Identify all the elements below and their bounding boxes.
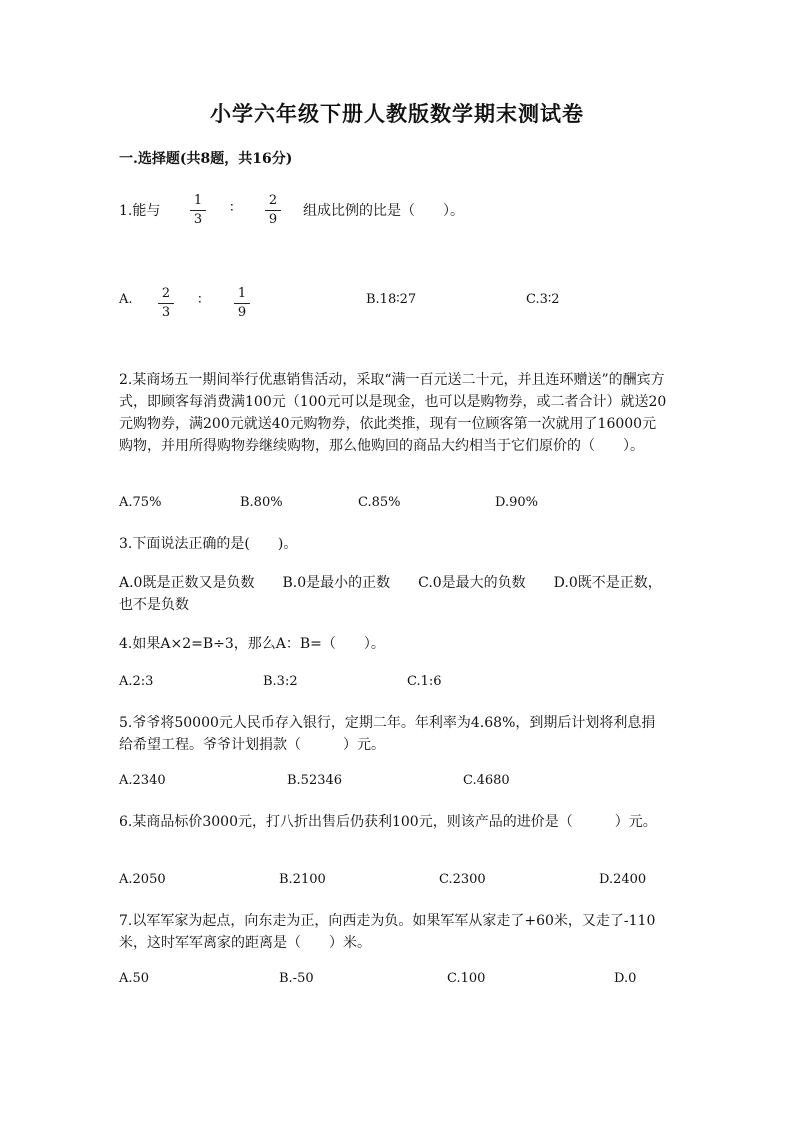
question-3-text: 3.下面说法正确的是( )。 bbox=[119, 536, 298, 552]
q7-option-a: A.50 bbox=[119, 971, 150, 986]
q4-option-c: C.1:6 bbox=[407, 674, 442, 689]
question-4-text: 4.如果A×2=B÷3，那么A：B=（ ）。 bbox=[119, 636, 385, 652]
q1-option-a-fraction-1: 2 3 bbox=[158, 286, 174, 321]
question-6-text: 6.某商品标价3000元，打八折出售后仍获利100元，则该产品的进价是（ ）元。 bbox=[119, 814, 657, 830]
section-heading: 一.选择题(共8题，共16分) bbox=[119, 151, 293, 167]
q1-option-b: B.18∶27 bbox=[366, 292, 417, 307]
q6-option-b: B.2100 bbox=[279, 872, 326, 887]
q2-option-b: B.80% bbox=[240, 495, 283, 510]
q7-option-b: B.-50 bbox=[279, 971, 314, 986]
q4-option-b: B.3:2 bbox=[263, 674, 298, 689]
q1-option-a-label: A. bbox=[119, 292, 133, 307]
q6-option-d: D.2400 bbox=[599, 872, 647, 887]
question-5-text: 5.爷爷将50000元人民币存入银行，定期二年。年利率为4.68%，到期后计划将利息捐给希望工程。爷爷计划捐款（ ）元。 bbox=[119, 715, 656, 753]
question-7-text: 7.以军军家为起点，向东走为正，向西走为负。如果军军从家走了+60米，又走了-110米，这时军军离家的距离是（ ）米。 bbox=[119, 913, 656, 951]
q3-options: A.0既是正数又是负数 B.0是最小的正数 C.0是最大的负数 D.0既不是正数，也不是负数 bbox=[119, 575, 662, 613]
q1-fraction-2: 2 9 bbox=[265, 193, 281, 228]
q4-option-a: A.2:3 bbox=[119, 674, 154, 689]
question-2-text: 2.某商场五一期间举行优惠销售活动，采取“满一百元送二十元，并且连环赠送”的酬宾方式，即顾客每消费满100元（100元可以是现金，也可以是购物券，或二者合计）就送20元购物券，满200元就送40元购物券，依此类推，现有一位顾客第一次就用了16000元购物，并用所得购物券继续购物，那么他购回的商品大约相当于它们原价的（ ）。 bbox=[119, 372, 667, 454]
q2-option-d: D.90% bbox=[495, 495, 538, 510]
q1-option-a-fraction-2: 1 9 bbox=[234, 286, 250, 321]
q6-option-a: A.2050 bbox=[119, 872, 166, 887]
q1-prefix: 1.能与 bbox=[119, 203, 161, 219]
q5-option-b: B.52346 bbox=[287, 773, 343, 788]
q1-option-a-colon: ∶ bbox=[198, 292, 202, 308]
q1-fraction-1: 1 3 bbox=[190, 193, 206, 228]
q5-option-a: A.2340 bbox=[119, 773, 166, 788]
q2-option-c: C.85% bbox=[358, 495, 401, 510]
page-title: 小学六年级下册人教版数学期末测试卷 bbox=[210, 101, 584, 126]
q1-option-c: C.3∶2 bbox=[526, 292, 560, 307]
q1-colon: ∶ bbox=[230, 200, 234, 216]
q1-suffix: 组成比例的比是（ ）。 bbox=[303, 203, 464, 219]
q7-option-c: C.100 bbox=[447, 971, 486, 986]
q6-option-c: C.2300 bbox=[439, 872, 486, 887]
q7-option-d: D.0 bbox=[614, 971, 637, 986]
q5-option-c: C.4680 bbox=[463, 773, 510, 788]
q2-option-a: A.75% bbox=[119, 495, 162, 510]
